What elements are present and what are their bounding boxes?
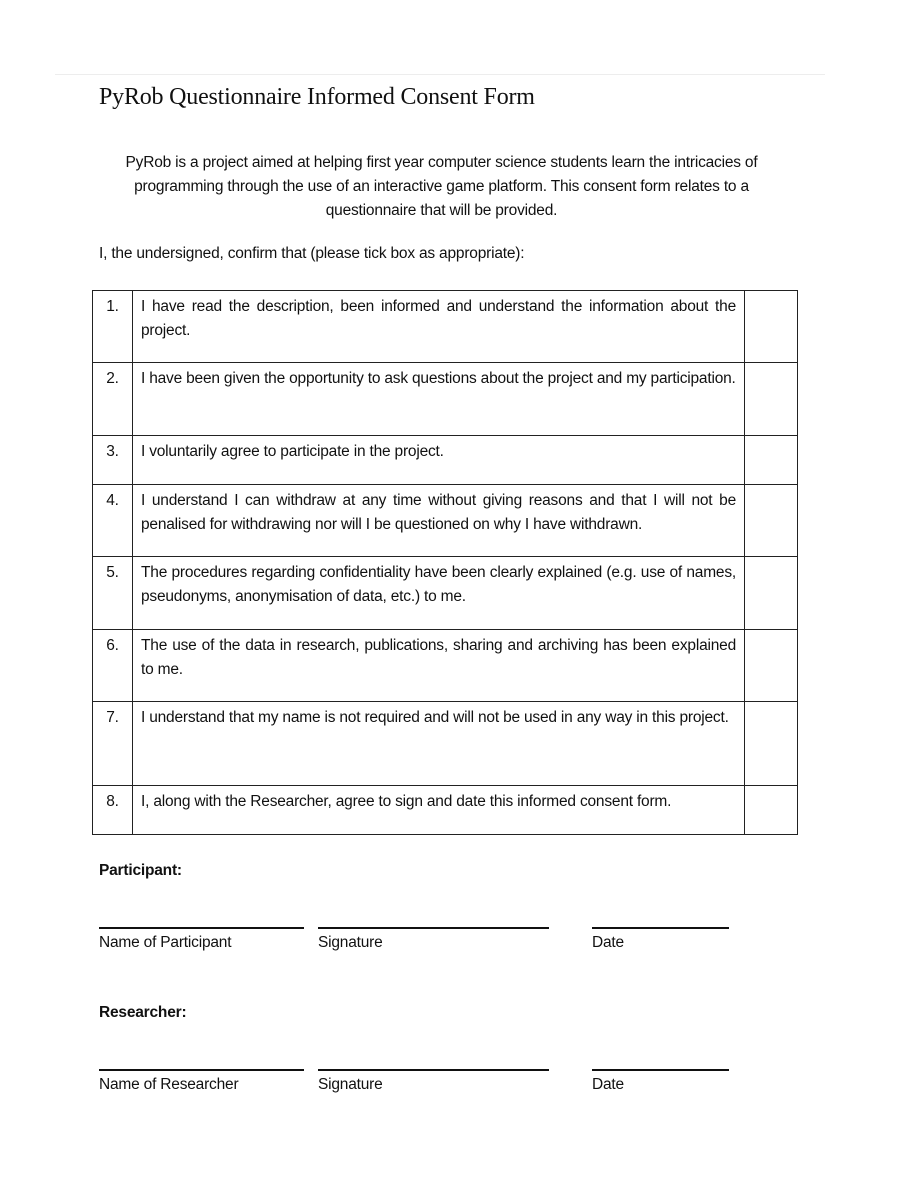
researcher-name-label: Name of Researcher: [99, 1076, 239, 1093]
item-statement: I voluntarily agree to participate in the project.: [133, 436, 745, 485]
participant-signature-line[interactable]: [318, 927, 549, 929]
table-row: [93, 485, 798, 557]
researcher-date-line[interactable]: [592, 1069, 729, 1071]
researcher-signature-line[interactable]: [318, 1069, 549, 1071]
item-statement: The procedures regarding confidentiality have been clearly explained (e.g. use of names, pseudonyms, anonymisation of data, etc.) to me.: [133, 557, 745, 630]
page-top-edge: [55, 74, 825, 75]
table-row: [93, 291, 798, 363]
participant-name-label: Name of Participant: [99, 934, 232, 951]
researcher-date-label: Date: [592, 1076, 624, 1093]
item-number: 7.: [93, 702, 133, 786]
researcher-name-line[interactable]: [99, 1069, 304, 1071]
item-statement: I have been given the opportunity to ask questions about the project and my participation.: [133, 363, 745, 436]
tick-box[interactable]: [745, 363, 798, 436]
item-statement: I have read the description, been informed and understand the information about the project.: [133, 291, 745, 363]
intro-paragraph: PyRob is a project aimed at helping first year computer science students learn the intricacies of programming through the use of an interactive game platform. This consent form relates to a questionnaire that will be provided.: [125, 154, 758, 219]
tick-box[interactable]: [745, 557, 798, 630]
participant-date-label: Date: [592, 934, 624, 951]
tick-box[interactable]: [745, 702, 798, 786]
form-title: PyRob Questionnaire Informed Consent Form: [99, 84, 535, 110]
table-row: [93, 557, 798, 630]
participant-heading: Participant:: [99, 862, 182, 879]
item-statement: I understand I can withdraw at any time without giving reasons and that I will not be penalised for withdrawing nor will I be questioned on why I have withdrawn.: [133, 485, 745, 557]
tick-box[interactable]: [745, 436, 798, 485]
item-number: 1.: [93, 291, 133, 363]
item-number: 4.: [93, 485, 133, 557]
item-statement: I understand that my name is not required and will not be used in any way in this project.: [133, 702, 745, 786]
tick-box[interactable]: [745, 786, 798, 835]
table-row: [93, 363, 798, 436]
item-statement: I, along with the Researcher, agree to sign and date this informed consent form.: [133, 786, 745, 835]
researcher-signature-label: Signature: [318, 1076, 383, 1093]
item-statement: The use of the data in research, publications, sharing and archiving has been explained to me.: [133, 630, 745, 702]
consent-table: [92, 290, 798, 835]
participant-date-line[interactable]: [592, 927, 729, 929]
tick-box[interactable]: [745, 485, 798, 557]
tick-box[interactable]: [745, 630, 798, 702]
table-row: [93, 630, 798, 702]
participant-signature-label: Signature: [318, 934, 383, 951]
item-number: 2.: [93, 363, 133, 436]
table-row: [93, 702, 798, 786]
researcher-heading: Researcher:: [99, 1004, 187, 1021]
table-row: [93, 436, 798, 485]
confirm-instruction: I, the undersigned, confirm that (please tick box as appropriate):: [99, 245, 525, 262]
item-number: 6.: [93, 630, 133, 702]
item-number: 8.: [93, 786, 133, 835]
item-number: 5.: [93, 557, 133, 630]
table-row: [93, 786, 798, 835]
tick-box[interactable]: [745, 291, 798, 363]
item-number: 3.: [93, 436, 133, 485]
participant-name-line[interactable]: [99, 927, 304, 929]
